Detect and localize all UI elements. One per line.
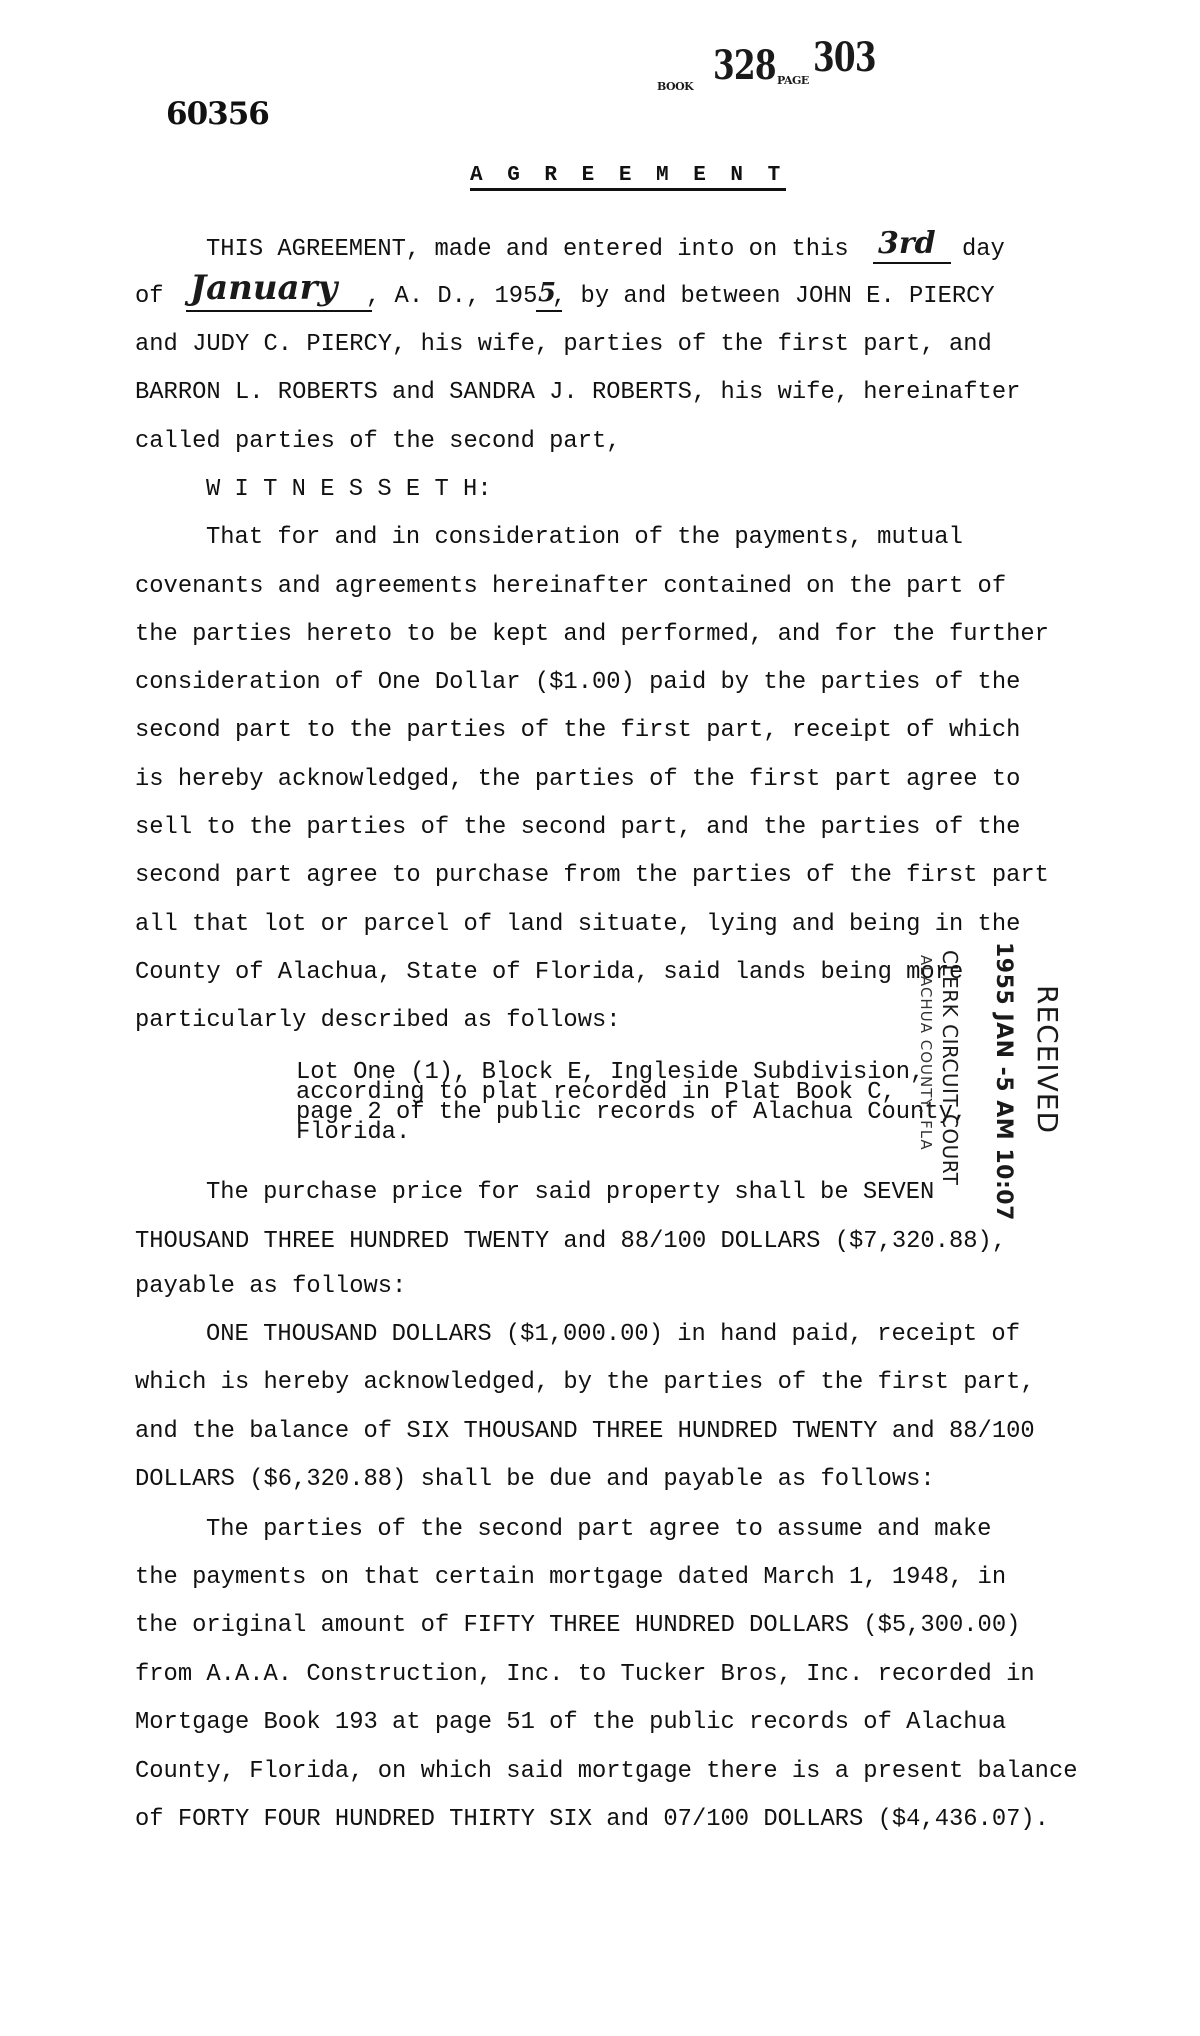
payment-line: DOLLARS ($6,320.88) shall be due and payable as follows:: [135, 1466, 935, 1493]
document-number: 60356: [166, 96, 269, 132]
mortgage-line: the original amount of FIFTY THREE HUNDRED DOLLARS ($5,300.00): [135, 1612, 1021, 1639]
consideration-line: sell to the parties of the second part, and the parties of the: [135, 814, 1021, 841]
legal-description-line: according to plat recorded in Plat Book C,: [296, 1079, 896, 1106]
legal-description-line: page 2 of the public records of Alachua County,: [296, 1099, 968, 1126]
mortgage-line: The parties of the second part agree to assume and make: [206, 1516, 992, 1543]
mortgage-line: the payments on that certain mortgage dated March 1, 1948, in: [135, 1564, 1007, 1591]
mortgage-line: County, Florida, on which said mortgage there is a present balance: [135, 1758, 1078, 1785]
page-number: 303: [813, 34, 876, 81]
consideration-line: consideration of One Dollar ($1.00) paid by the parties of the: [135, 669, 1021, 696]
handwritten-year-digit: 5: [538, 278, 557, 308]
consideration-line: second part agree to purchase from the parties of the first part: [135, 862, 1049, 889]
payment-line: which is hereby acknowledged, by the parties of the first part,: [135, 1369, 1035, 1396]
mortgage-line: from A.A.A. Construction, Inc. to Tucker Bros, Inc. recorded in: [135, 1661, 1035, 1688]
mortgage-line: of FORTY FOUR HUNDRED THIRTY SIX and 07/100 DOLLARS ($4,436.07).: [135, 1806, 1049, 1833]
handwritten-month: January: [190, 268, 338, 308]
consideration-line: covenants and agreements hereinafter contained on the part of: [135, 573, 1007, 600]
consideration-line: is hereby acknowledged, the parties of the first part agree to: [135, 766, 1021, 793]
intro-line-1: [206, 236, 849, 264]
document-title: A G R E E M E N T: [470, 164, 786, 191]
intro-ad-year: , A. D., 195: [366, 283, 538, 310]
stamp-clerk: CLERK CIRCUIT COURT: [938, 950, 962, 1186]
handwritten-day: 3rd: [878, 226, 936, 261]
consideration-line: That for and in consideration of the payments, mutual: [206, 524, 963, 551]
intro-line-5: called parties of the second part,: [135, 428, 621, 455]
consideration-line: all that lot or parcel of land situate, lying and being in the: [135, 911, 1021, 938]
payment-line: and the balance of SIX THOUSAND THREE HUNDRED TWENTY and 88/100: [135, 1418, 1035, 1445]
consideration-line: the parties hereto to be kept and performed, and for the further: [135, 621, 1049, 648]
price-line: THOUSAND THREE HUNDRED TWENTY and 88/100 DOLLARS ($7,320.88),: [135, 1228, 1007, 1255]
intro-parties-first: , by and between JOHN E. PIERCY: [552, 283, 995, 310]
book-number: 328: [713, 42, 776, 89]
mortgage-line: Mortgage Book 193 at page 51 of the public records of Alachua: [135, 1709, 1007, 1736]
consideration-line: County of Alachua, State of Florida, said lands being more: [135, 959, 964, 986]
stamp-datetime: 1955 JAN -5 AM 10:07: [991, 942, 1016, 1221]
consideration-line: particularly described as follows:: [135, 1007, 621, 1034]
payment-line: ONE THOUSAND DOLLARS ($1,000.00) in hand paid, receipt of: [206, 1321, 1020, 1348]
page-label: PAGE: [777, 74, 809, 87]
price-line: payable as follows:: [135, 1273, 407, 1300]
intro-line-3: and JUDY C. PIERCY, his wife, parties of the first part, and: [135, 331, 992, 358]
legal-description-line: Lot One (1), Block E, Ingleside Subdivision,: [296, 1059, 925, 1086]
intro-line-4: BARRON L. ROBERTS and SANDRA J. ROBERTS, his wife, hereinafter: [135, 379, 1021, 406]
month-blank: [186, 310, 372, 312]
price-line: The purchase price for said property shall be SEVEN: [206, 1179, 935, 1206]
book-label: BOOK: [657, 80, 694, 93]
intro-text: THIS AGREEMENT, made and entered into on this: [206, 236, 849, 263]
stamp-received: RECEIVED: [1031, 985, 1064, 1135]
witnesseth-heading: W I T N E S S E T H:: [206, 476, 492, 503]
intro-of: of: [135, 283, 164, 310]
day-word: day: [962, 236, 1005, 263]
legal-description-line: Florida.: [296, 1119, 411, 1146]
stamp-county: ALACHUA COUNTY, FLA: [917, 955, 935, 1151]
day-blank: [873, 262, 951, 264]
consideration-line: second part to the parties of the first part, receipt of which: [135, 717, 1021, 744]
